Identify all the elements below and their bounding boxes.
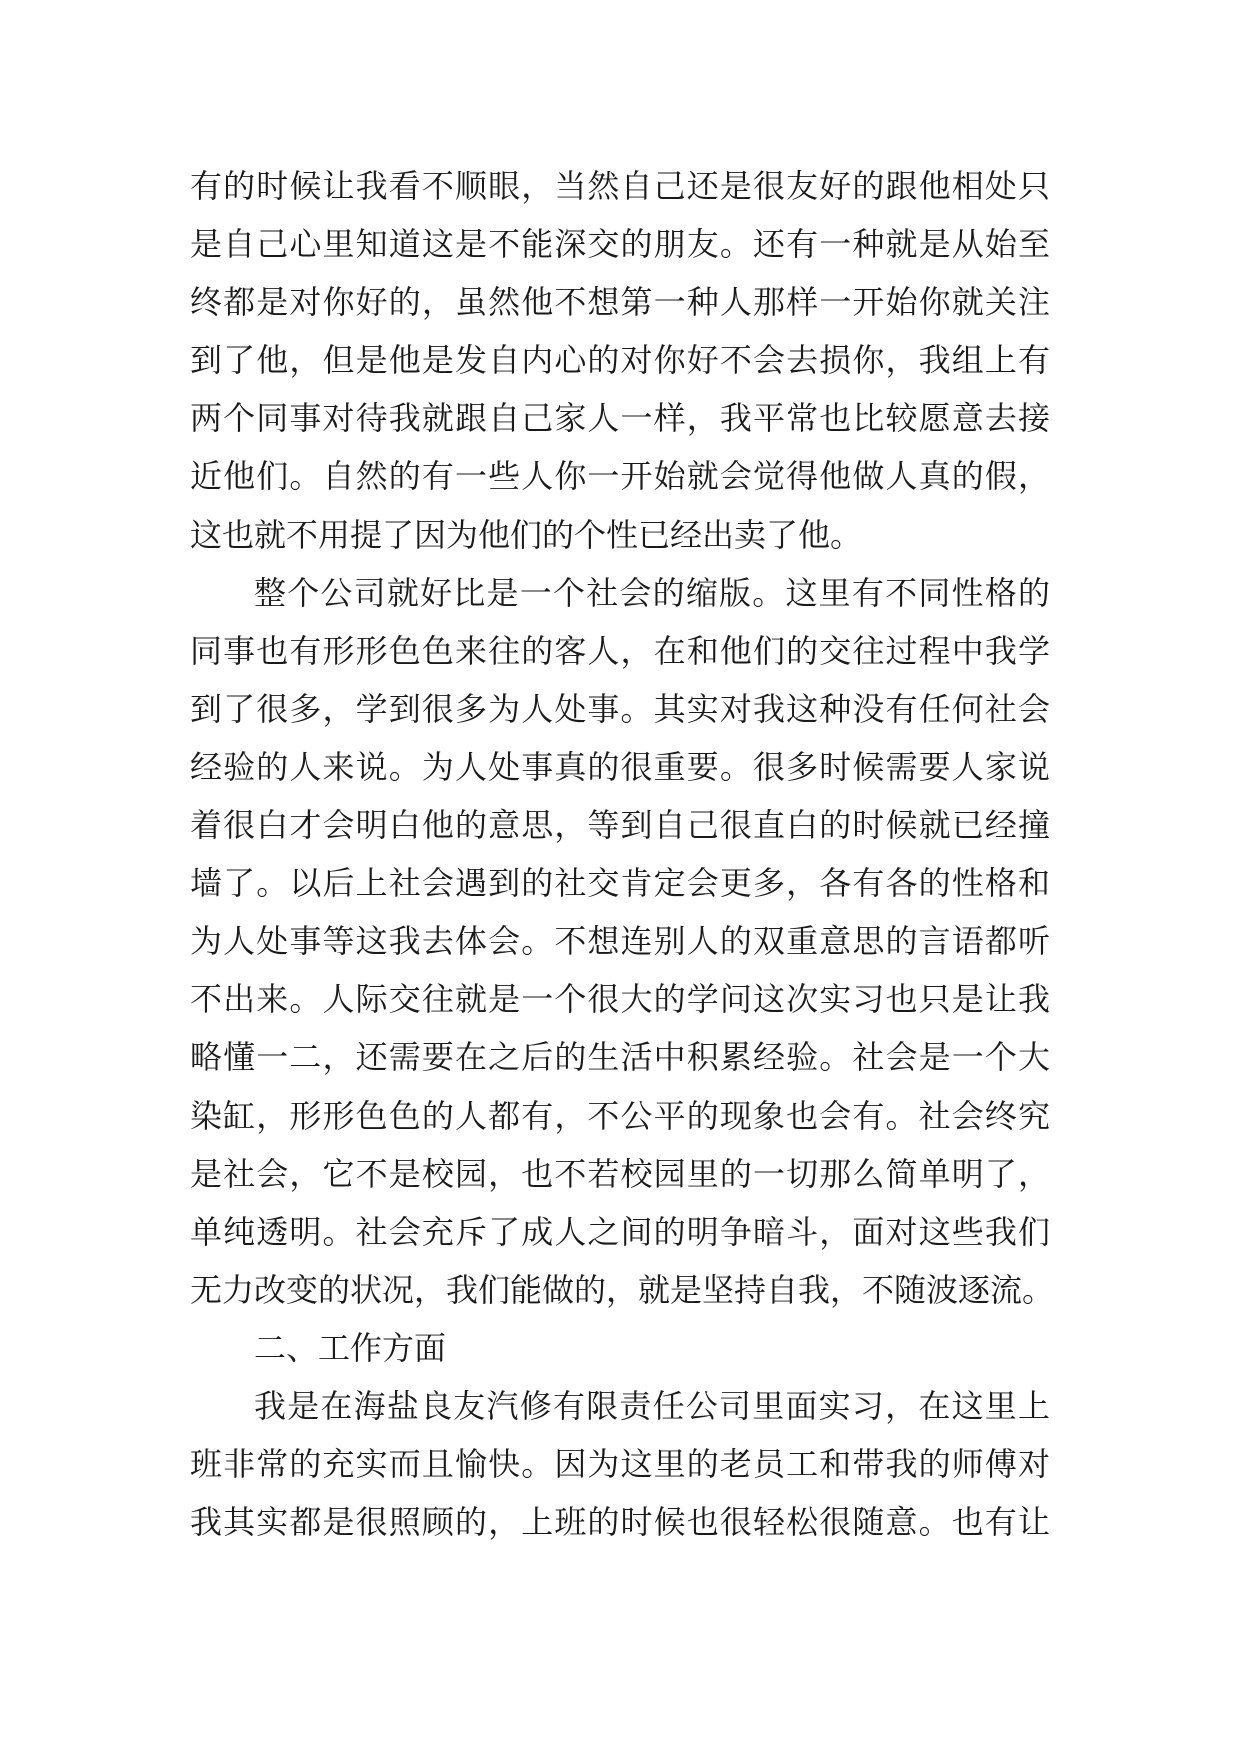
text-line: 染缸，形形色色的人都有，不公平的现象也会有。社会终究 — [190, 1096, 1050, 1135]
text-line: 经验的人来说。为人处事真的很重要。很多时候需要人家说 — [190, 747, 1050, 786]
text-line: 同事也有形形色色来往的客人，在和他们的交往过程中我学 — [190, 631, 1050, 670]
text-line: 单纯透明。社会充斥了成人之间的明争暗斗，面对这些我们 — [190, 1212, 1050, 1251]
text-line: 无力改变的状况，我们能做的，就是坚持自我，不随波逐流。 — [190, 1270, 1055, 1309]
text-line: 班非常的充实而且愉快。因为这里的老员工和带我的师傅对 — [190, 1445, 1050, 1484]
text-line: 着很白才会明白他的意思，等到自己很直白的时候就已经撞 — [190, 806, 1050, 845]
text-line: 我其实都是很照顾的，上班的时候也很轻松很随意。也有让 — [190, 1503, 1050, 1542]
text-line: 有的时候让我看不顺眼，当然自己还是很友好的跟他相处只 — [190, 167, 1050, 205]
text-line: 墙了。以后上社会遇到的社交肯定会更多，各有各的性格和 — [190, 864, 1050, 903]
text-line: 终都是对你好的，虽然他不想第一种人那样一开始你就关注 — [190, 283, 1050, 322]
text-line: 这也就不用提了因为他们的个性已经出卖了他。 — [190, 515, 863, 554]
text-line: 近他们。自然的有一些人你一开始就会觉得他做人真的假， — [190, 457, 1050, 496]
text-line: 我是在海盐良友汽修有限责任公司里面实习，在这里上 — [254, 1386, 1050, 1425]
text-line: 到了他，但是他是发自内心的对你好不会去损你，我组上有 — [190, 341, 1050, 380]
text-line: 两个同事对待我就跟自己家人一样，我平常也比较愿意去接 — [190, 399, 1050, 438]
text-line: 是自己心里知道这是不能深交的朋友。还有一种就是从始至 — [190, 225, 1050, 264]
text-line: 略懂一二，还需要在之后的生活中积累经验。社会是一个大 — [190, 1038, 1050, 1077]
text-line: 为人处事等这我去体会。不想连别人的双重意思的言语都听 — [190, 922, 1050, 961]
text-line: 不出来。人际交往就是一个很大的学问这次实习也只是让我 — [190, 980, 1050, 1019]
text-line: 到了很多，学到很多为人处事。其实对我这种没有任何社会 — [190, 689, 1050, 728]
text-line: 整个公司就好比是一个社会的缩版。这里有不同性格的 — [254, 573, 1050, 612]
text-line: 二、工作方面 — [254, 1328, 447, 1367]
body-text — [190, 157, 1055, 1551]
text-line: 是社会，它不是校园，也不若校园里的一切那么简单明了， — [190, 1154, 1050, 1193]
